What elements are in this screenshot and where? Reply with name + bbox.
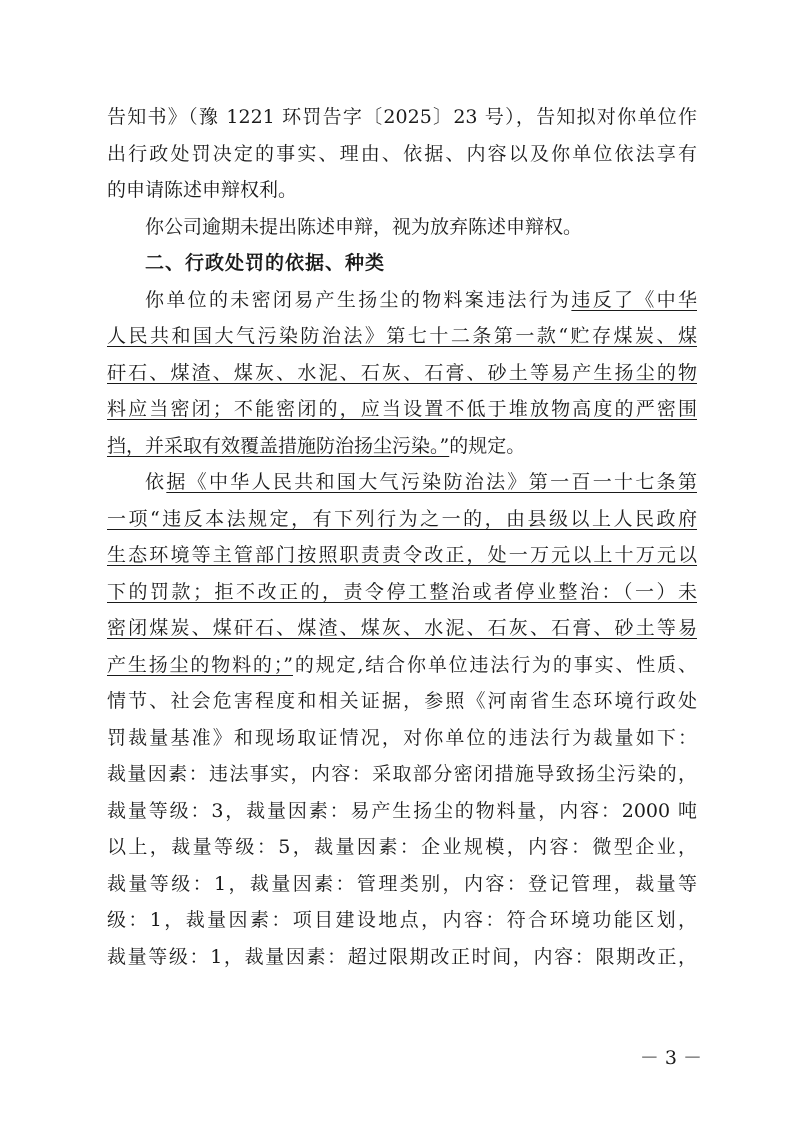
text-run: 的规定。 bbox=[449, 434, 526, 457]
text-line: 罚裁量基准》和现场取证情况，对你单位的违法行为裁量如下： bbox=[107, 726, 697, 749]
underlined-citation: 据《中华人民共和国大气污染防治法》第一百一十七条第 bbox=[166, 471, 697, 493]
underlined-citation: 矸石、煤渣、煤灰、水泥、石灰、石膏、砂土等易产生扬尘的物 bbox=[107, 361, 697, 384]
underlined-citation: 违反了《中华 bbox=[571, 288, 697, 311]
page-number: － 3 － bbox=[639, 1047, 702, 1069]
text-line bbox=[107, 464, 697, 501]
underlined-citation: 一项“违反本法规定，有下列行为之一的，由县级以上人民政府 bbox=[107, 507, 697, 530]
document-body bbox=[107, 99, 697, 975]
underlined-citation: 下的罚款；拒不改正的，责令停工整治或者停业整治：（一）未 bbox=[107, 580, 697, 603]
text-line: 情节、社会危害程度和相关证据，参照《河南省生态环境行政处 bbox=[107, 690, 697, 712]
underlined-citation: 产生扬尘的物料的；” bbox=[107, 653, 293, 676]
section-heading: 二、行政处罚的依据、种类 bbox=[145, 252, 386, 274]
text-line: 裁量因素：违法事实，内容：采取部分密闭措施导致扬尘污染的， bbox=[107, 763, 697, 785]
text-line: 裁量等级：1，裁量因素：管理类别，内容：登记管理，裁量等 bbox=[107, 872, 697, 895]
text-line: 级：1，裁量因素：项目建设地点，内容：符合环境功能区划， bbox=[107, 909, 697, 931]
text-line: 的申请陈述申辩权利。 bbox=[107, 179, 298, 201]
underlined-citation: 密闭煤炭、煤矸石、煤渣、煤灰、水泥、石灰、石膏、砂土等易 bbox=[107, 617, 697, 639]
text-line: 裁量等级：3，裁量因素：易产生扬尘的物料量，内容：2000 吨 bbox=[107, 799, 697, 822]
text-line bbox=[107, 428, 697, 465]
underlined-citation: 生态环境等主管部门按照职责责令改正，处一万元以上十万元以 bbox=[107, 544, 697, 566]
underlined-citation: 料应当密闭；不能密闭的，应当设置不低于堆放物高度的严密围 bbox=[107, 398, 697, 420]
text-line: 裁量等级：1，裁量因素：超过限期改正时间，内容：限期改正， bbox=[107, 945, 697, 968]
text-run: 依 bbox=[145, 471, 167, 493]
underlined-citation: 挡，并采取有效覆盖措施防治扬尘污染。” bbox=[107, 434, 450, 457]
text-line: 以上，裁量等级：5，裁量因素：企业规模，内容：微型企业， bbox=[107, 836, 697, 858]
text-run: 你单位的未密闭易产生扬尘的物料案违法行为 bbox=[145, 288, 572, 311]
text-line: 告知书》（豫 1221 环罚告字〔2025〕23 号），告知拟对你单位作 bbox=[107, 106, 697, 128]
text-run: 的规定,结合你单位违法行为的事实、性质、 bbox=[293, 653, 697, 676]
paragraph-waiver: 你公司逾期未提出陈述申辩，视为放弃陈述申辩权。 bbox=[145, 215, 583, 238]
text-line bbox=[107, 647, 697, 684]
text-line bbox=[107, 282, 697, 319]
underlined-citation: 人民共和国大气污染防治法》第七十二条第一款“贮存煤炭、煤 bbox=[107, 325, 697, 347]
text-line: 出行政处罚决定的事实、理由、依据、内容以及你单位依法享有 bbox=[107, 142, 697, 165]
